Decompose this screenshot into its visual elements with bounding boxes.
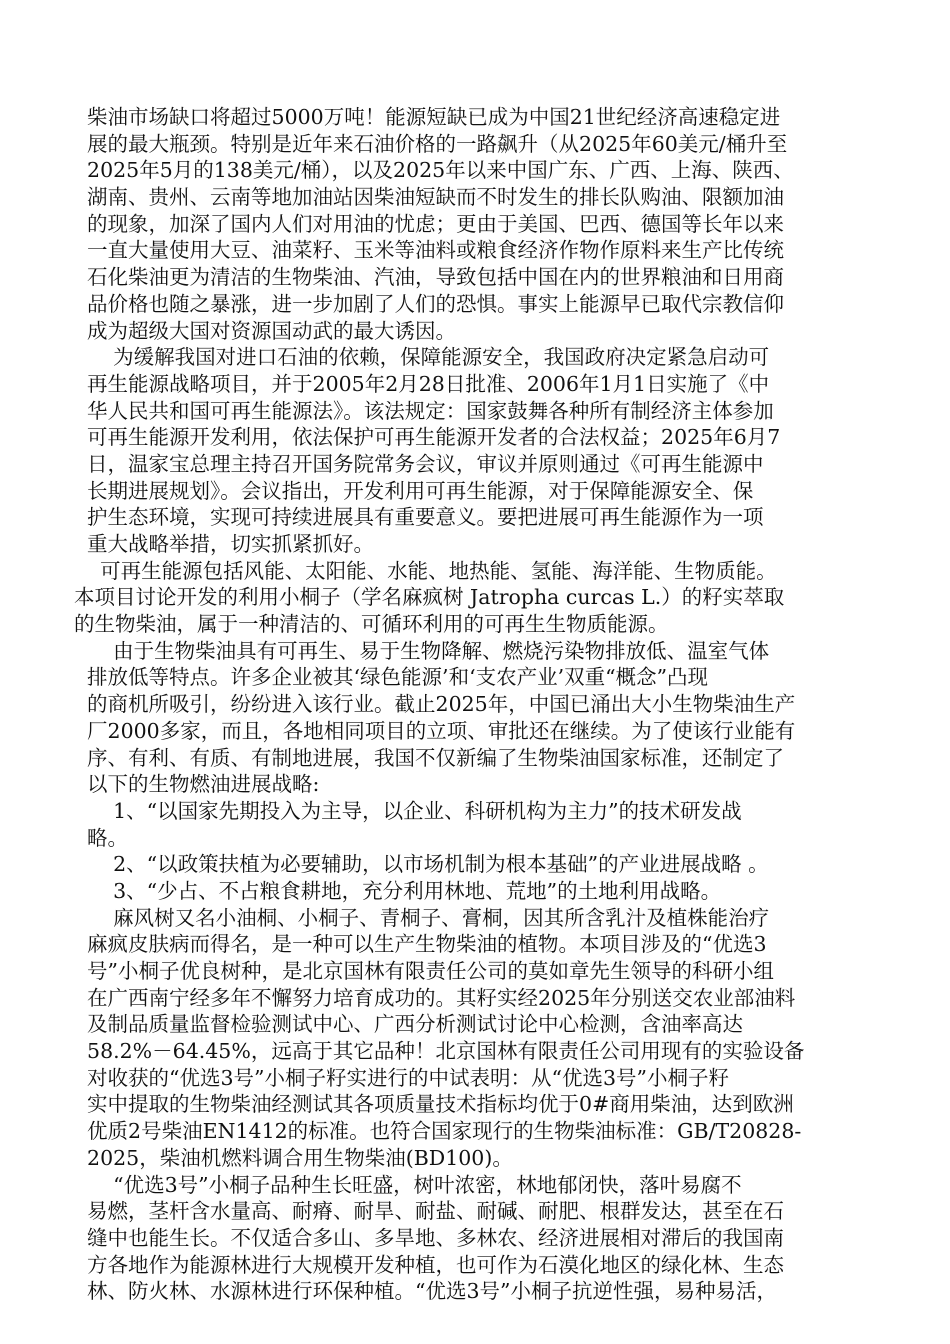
text-line: 再生能源战略项目，并于2005年2月28日批准、2006年1月1日实施了《中 — [74, 371, 770, 396]
text-line: 石化柴油更为清洁的生物柴油、汽油，导致包括中国在内的世界粮油和日用商 — [74, 265, 785, 290]
text-line: 厂2000多家，而且，各地相同项目的立项、审批还在继续。为了使该行业能有 — [74, 718, 796, 743]
text-line: 一直大量使用大豆、油菜籽、玉米等油料或粮食经济作物作原料来生产比传统 — [74, 238, 785, 263]
text-line: 的商机所吸引，纷纷进入该行业。截止2025年，中国已涌出大小生物柴油生产 — [74, 692, 796, 717]
text-line: 58.2%－64.45%，远高于其它品种！北京国林有限责任公司用现有的实验设备 — [74, 1039, 805, 1064]
text-line: 的现象，加深了国内人们对用油的忧虑；更由于美国、巴西、德国等长年以来 — [74, 211, 785, 236]
text-line: 为缓解我国对进口石油的依赖，保障能源安全，我国政府决定紧急启动可 — [74, 345, 770, 370]
text-line: 排放低等特点。许多企业被其‘绿色能源’和‘支农产业’双重“概念”凸现 — [74, 665, 709, 690]
text-line: “优选3号”小桐子品种生长旺盛，树叶浓密，林地郁闭快，落叶易腐不 — [74, 1172, 742, 1197]
text-line: 日，温家宝总理主持召开国务院常务会议，审议并原则通过《可再生能源中 — [74, 451, 764, 476]
text-line: 的生物柴油，属于一种清洁的、可循环利用的可再生生物质能源。 — [74, 612, 669, 637]
text-line: 在广西南宁经多年不懈努力培育成功的。其籽实经2025年分别送交农业部油料 — [74, 985, 796, 1010]
text-line: 方各地作为能源林进行大规模开发种植，也可作为石漠化地区的绿化林、生态 — [74, 1252, 785, 1277]
text-line: 序、有利、有质、有制地进展，我国不仅新编了生物柴油国家标准，还制定了 — [74, 745, 785, 770]
text-line: 本项目讨论开发的利用小桐子（学名麻疯树 Jatropha curcas L.）的籽实萃取 — [74, 585, 785, 610]
document-body — [74, 104, 889, 1305]
text-line: 可再生能源开发利用，依法保护可再生能源开发者的合法权益；2025年6月7 — [74, 425, 781, 450]
text-line: 以下的生物燃油进展战略: — [74, 772, 320, 797]
text-line: 2、“以政策扶植为必要辅助，以市场机制为根本基础”的产业进展战略 。 — [74, 852, 769, 877]
text-line: 号”小桐子优良树种，是北京国林有限责任公司的莫如章先生领导的科研小组 — [74, 959, 775, 983]
text-line: 优质2号柴油EN1412的标准。也符合国家现行的生物柴油标准：GB/T20828- — [74, 1119, 802, 1144]
text-line: 及制品质量监督检验测试中心、广西分析测试讨论中心检测，含油率高达 — [74, 1012, 744, 1037]
text-line: 长期进展规划》。会议指出，开发利用可再生能源，对于保障能源安全、保 — [74, 478, 754, 503]
text-line: 实中提取的生物柴油经测试其各项质量技术指标均优于0#商用柴油，达到欧洲 — [74, 1092, 794, 1117]
text-line: 对收获的“优选3号”小桐子籽实进行的中试表明：从“优选3号”小桐子籽 — [74, 1065, 730, 1090]
text-line: 易燃，茎杆含水量高、耐瘠、耐旱、耐盐、耐碱、耐肥、根群发达，甚至在石 — [74, 1199, 785, 1224]
text-line: 可再生能源包括风能、太阳能、水能、地热能、氢能、海洋能、生物质能。 — [74, 558, 777, 583]
text-line: 护生态环境，实现可持续进展具有重要意义。要把进展可再生能源作为一项 — [74, 505, 764, 530]
text-line: 缝中也能生长。不仅适合多山、多旱地、多林农、经济进展相对滞后的我国南 — [74, 1225, 785, 1250]
text-line: 湖南、贵州、云南等地加油站因柴油短缺而不时发生的排长队购油、限额加油 — [74, 185, 785, 210]
text-line: 1、“以国家先期投入为主导，以企业、科研机构为主力”的技术研发战 — [74, 798, 742, 823]
text-line: 麻疯皮肤病而得名，是一种可以生产生物柴油的植物。本项目涉及的“优选3 — [74, 932, 767, 957]
text-line: 柴油市场缺口将超过5000万吨！能源短缺已成为中国21世纪经济高速稳定进 — [74, 105, 781, 129]
text-line: 由于生物柴油具有可再生、易于生物降解、燃烧污染物排放低、温室气体 — [74, 638, 770, 663]
text-line: 略。 — [74, 825, 129, 850]
text-line: 林、防火林、水源林进行环保种植。“优选3号”小桐子抗逆性强，易种易活， — [74, 1279, 778, 1304]
text-line: 2025年5月的138美元/桶），以及2025年以来中国广东、广西、上海、陕西、 — [74, 158, 794, 183]
text-line: 3、“少占、不占粮食耕地，充分利用林地、荒地”的土地利用战略。 — [74, 878, 722, 903]
text-line: 华人民共和国可再生能源法》。该法规定：国家鼓舞各种所有制经济主体参加 — [74, 398, 774, 423]
text-line: 品价格也随之暴涨，进一步加剧了人们的恐惧。事实上能源早已取代宗教信仰 — [74, 291, 785, 316]
text-line: 重大战略举措，切实抓紧抓好。 — [74, 532, 375, 556]
text-line: 2025，柴油机燃料调合用生物柴油(BD100)。 — [74, 1145, 513, 1170]
text-line: 成为超级大国对资源国动武的最大诱因。 — [74, 318, 457, 343]
text-line: 麻风树又名小油桐、小桐子、青桐子、膏桐，因其所含乳汁及植株能治疗 — [74, 905, 770, 930]
text-line: 展的最大瓶颈。特别是近年来石油价格的一路飙升（从2025年60美元/桶升至 — [74, 131, 788, 156]
